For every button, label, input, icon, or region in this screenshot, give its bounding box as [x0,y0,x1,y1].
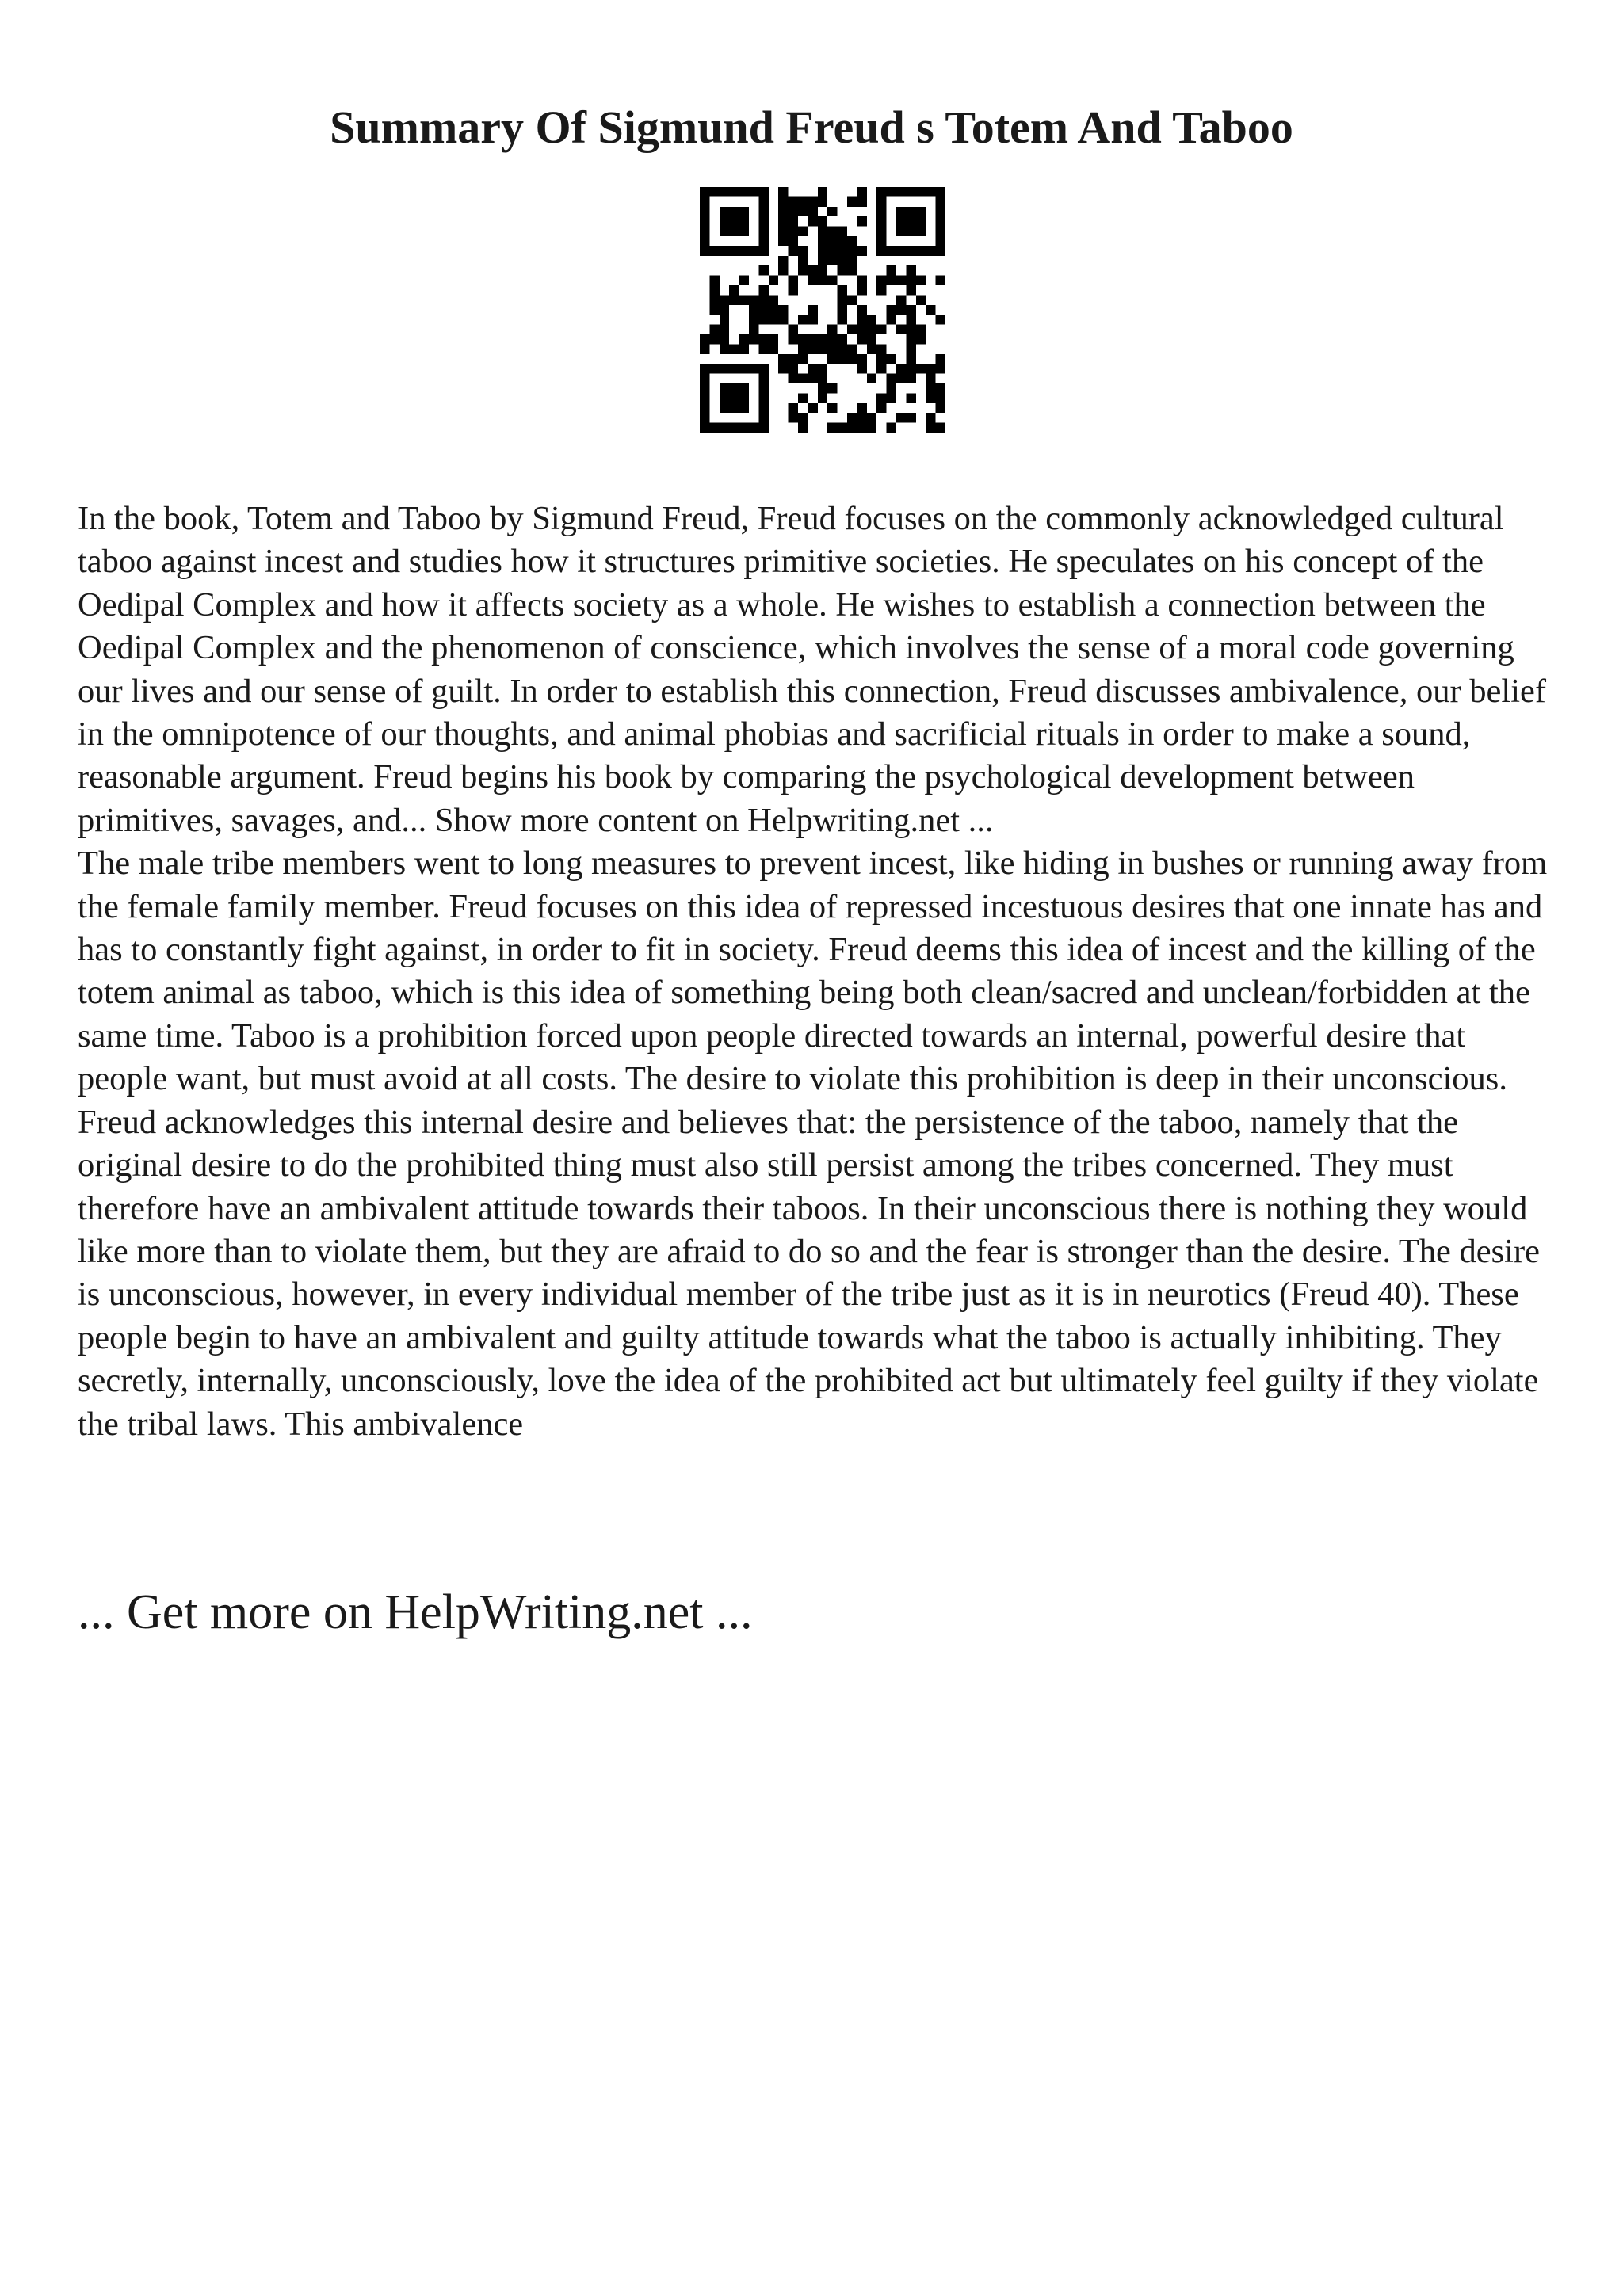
paragraph: In the book, Totem and Taboo by Sigmund Freud, Freud focuses on the commonly acknowledged cultural taboo against incest and studies how it structures primitive societies. He speculates on his concept of the Oedipal Complex and how it affects society as a whole. He wishes to establish a connection between the Oedipal Complex and the phenomenon of conscience, which involves the sense of a moral code governing our lives and our sense of guilt. In order to establish this connection, Freud discusses ambivalence, our belief in the omnipotence of our thoughts, and animal phobias and sacrificial rituals in order to make a sound, reasonable argument. Freud begins his book by comparing the psychological development between primitives, savages, and... Show more content on Helpwriting.net ... [78,500,1547,839]
document-title: Summary Of Sigmund Freud s Totem And Taboo [330,101,1293,153]
document-body [78,498,1560,1446]
paragraph: The male tribe members went to long measures to prevent incest, like hiding in bushes or running away from the female family member. Freud focuses on this idea of repressed incestuous desires that one innate has and has to constantly fight against, in order to fit in society. Freud deems this idea of incest and the killing of the totem animal as taboo, which is this idea of something being both clean/sacred and unclean/forbidden at the same time. Taboo is a prohibition forced upon people directed towards an internal, powerful desire that people want, but must avoid at all costs. The desire to violate this prohibition is deep in their unconscious. Freud acknowledges this internal desire and believes that: the persistence of the taboo, namely that the original desire to do the prohibited thing must also still persist among the tribes concerned. They must therefore have an ambivalent attitude towards their taboos. In their unconscious there is nothing they would like more than to violate them, but they are afraid to do so and the fear is stronger than the desire. The desire is unconscious, however, in every individual member of the tribe just as it is in neurotics (Freud 40). These people begin to have an ambivalent and guilty attitude towards what the taboo is actually inhibiting. They secretly, internally, unconsciously, love the idea of the prohibited act but ultimately feel guilty if they violate the tribal laws. This ambivalence [78,845,1548,1443]
get-more-link[interactable]: ... Get more on HelpWriting.net ... [78,1585,753,1639]
qr-code-icon[interactable] [700,187,945,433]
